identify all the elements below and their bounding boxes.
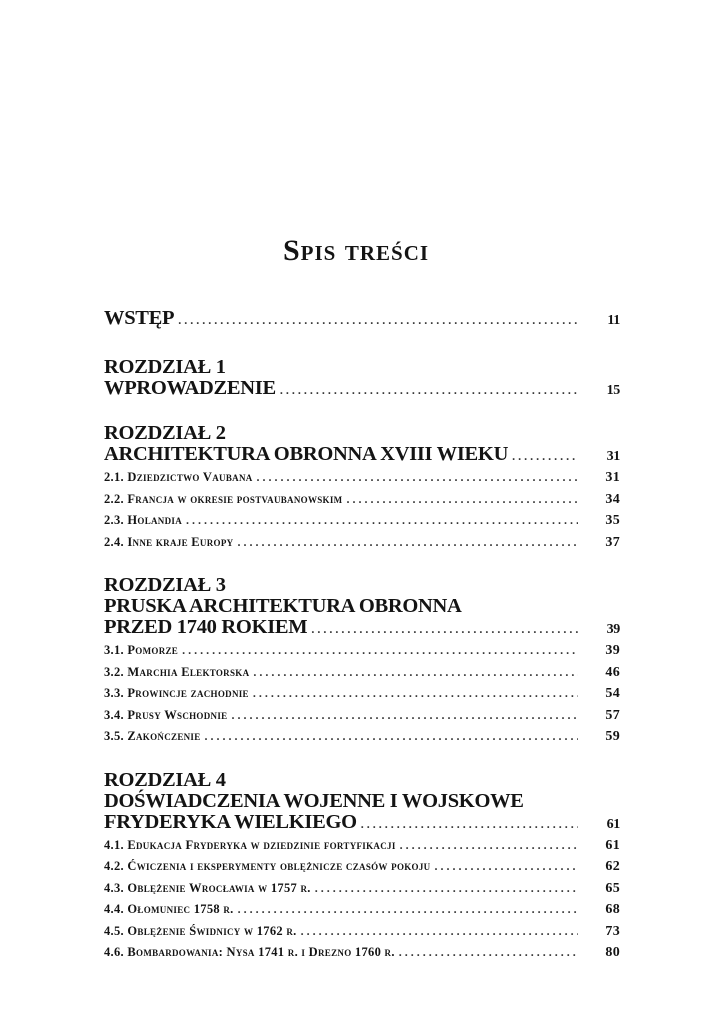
chapter-title: ARCHITEKTURA OBRONNA XVIII WIEKU: [104, 443, 509, 465]
page-number: 57: [605, 707, 620, 723]
leader-dots: [178, 310, 578, 331]
toc-entry-section[interactable]: [104, 921, 620, 943]
page-number: 54: [605, 686, 620, 701]
page-number: 59: [605, 729, 620, 744]
section-title: 3.3. Prowincje zachodnie: [104, 686, 249, 700]
section-title: 2.4. Inne kraje Europy: [104, 534, 234, 549]
leader-dots: [400, 835, 578, 856]
toc-entry-chapter-4[interactable]: [104, 812, 620, 835]
leader-dots: [301, 921, 578, 942]
page-number: 15: [606, 383, 620, 398]
leader-dots: [315, 878, 578, 899]
page-number: 31: [605, 470, 620, 485]
toc-entry-section[interactable]: [104, 899, 620, 921]
page-number: 68: [605, 902, 620, 917]
page-number: 37: [605, 534, 620, 550]
toc-entry-section[interactable]: [104, 683, 620, 705]
section-title: 4.4. Ołomuniec 1758 r.: [104, 902, 234, 916]
chapter-heading-line: ROZDZIAŁ 3: [104, 574, 226, 596]
leader-dots: [434, 856, 578, 877]
section-title: 3.5. Zakończenie: [104, 729, 201, 743]
leader-dots: [361, 814, 578, 835]
section-title: 2.3. Holandia: [104, 513, 183, 527]
leader-dots: [237, 532, 578, 553]
leader-dots: [346, 489, 578, 510]
toc-entry-section[interactable]: [104, 662, 620, 684]
page-number: 35: [605, 513, 620, 528]
leader-dots: [186, 510, 578, 531]
table-of-contents: [104, 308, 620, 964]
section-title: 3.2. Marchia Elektorska: [104, 664, 250, 679]
page-number: 31: [606, 449, 620, 464]
toc-entry-section[interactable]: [104, 726, 620, 748]
toc-entry-section[interactable]: [104, 835, 620, 857]
page-number: 39: [606, 622, 620, 637]
toc-entry-section[interactable]: [104, 467, 620, 489]
page-number: 39: [605, 643, 620, 658]
section-title: 3.1. Pomorze: [104, 643, 179, 657]
page-number: 65: [605, 880, 620, 896]
toc-entry-chapter-2[interactable]: [104, 444, 620, 467]
page-number: 62: [605, 859, 620, 874]
toc-entry-section[interactable]: [104, 705, 620, 727]
section-title: 4.2. Ćwiczenia i eksperymenty oblężnicze czasów pokoju: [104, 859, 431, 873]
chapter-title: PRZED 1740 ROKIEM: [104, 616, 308, 638]
page-number: 61: [605, 837, 620, 853]
toc-entry-section[interactable]: [104, 878, 620, 900]
chapter-title: FRYDERYKA WIELKIEGO: [104, 810, 357, 833]
page-number: 80: [605, 945, 620, 960]
leader-dots: [257, 467, 578, 488]
leader-dots: [238, 899, 578, 920]
page-number: 34: [605, 491, 620, 507]
toc-entry-section[interactable]: [104, 510, 620, 532]
chapter-4: [104, 770, 620, 964]
leader-dots: [205, 726, 578, 747]
leader-dots: [253, 683, 578, 704]
section-title: 4.1. Edukacja Fryderyka w dziedzinie fortyfikacji: [104, 837, 396, 852]
page-number: 73: [605, 923, 620, 939]
section-title: 4.5. Oblężenie Świdnicy w 1762 r.: [104, 923, 297, 938]
toc-entry-section[interactable]: [104, 489, 620, 511]
leader-dots: [182, 640, 578, 661]
toc-entry-section[interactable]: [104, 856, 620, 878]
chapter-heading-line: ROZDZIAŁ 2: [104, 422, 226, 444]
chapter-title: WPROWADZENIE: [104, 377, 276, 399]
intro-label: WSTĘP: [104, 307, 175, 329]
toc-entry-section[interactable]: [104, 532, 620, 554]
toc-entry-chapter-3[interactable]: [104, 617, 620, 640]
page-number: 61: [606, 816, 620, 832]
chapter-heading-line: ROZDZIAŁ 4: [104, 768, 226, 791]
page-number: 11: [607, 313, 620, 328]
leader-dots: [311, 619, 578, 640]
leader-dots: [231, 705, 578, 726]
chapter-2: [104, 423, 620, 553]
section-title: 3.4. Prusy Wschodnie: [104, 707, 228, 722]
section-title: 2.2. Francja w okresie postvaubanowskim: [104, 491, 343, 506]
chapter-heading-line: DOŚWIADCZENIA WOJENNE I WOJSKOWE: [104, 789, 524, 812]
chapter-3: [104, 575, 620, 748]
section-title: 2.1. Dziedzictwo Vaubana: [104, 470, 253, 484]
toc-entry-section[interactable]: [104, 942, 620, 964]
toc-entry-intro[interactable]: [104, 308, 620, 331]
leader-dots: [280, 380, 578, 401]
chapter-heading-line: ROZDZIAŁ 1: [104, 356, 226, 378]
toc-entry-section[interactable]: [104, 640, 620, 662]
leader-dots: [253, 662, 578, 683]
section-title: 4.3. Oblężenie Wrocławia w 1757 r.: [104, 880, 311, 895]
toc-title: Spis treści: [282, 234, 430, 267]
leader-dots: [399, 942, 578, 963]
chapter-heading-line: PRUSKA ARCHITEKTURA OBRONNA: [104, 595, 462, 617]
toc-entry-chapter-1[interactable]: [104, 378, 620, 401]
leader-dots: [512, 446, 578, 467]
page-number: 46: [605, 664, 620, 680]
section-title: 4.6. Bombardowania: Nysa 1741 r. i Drezno 1760 r.: [104, 945, 395, 959]
chapter-1: [104, 357, 620, 401]
